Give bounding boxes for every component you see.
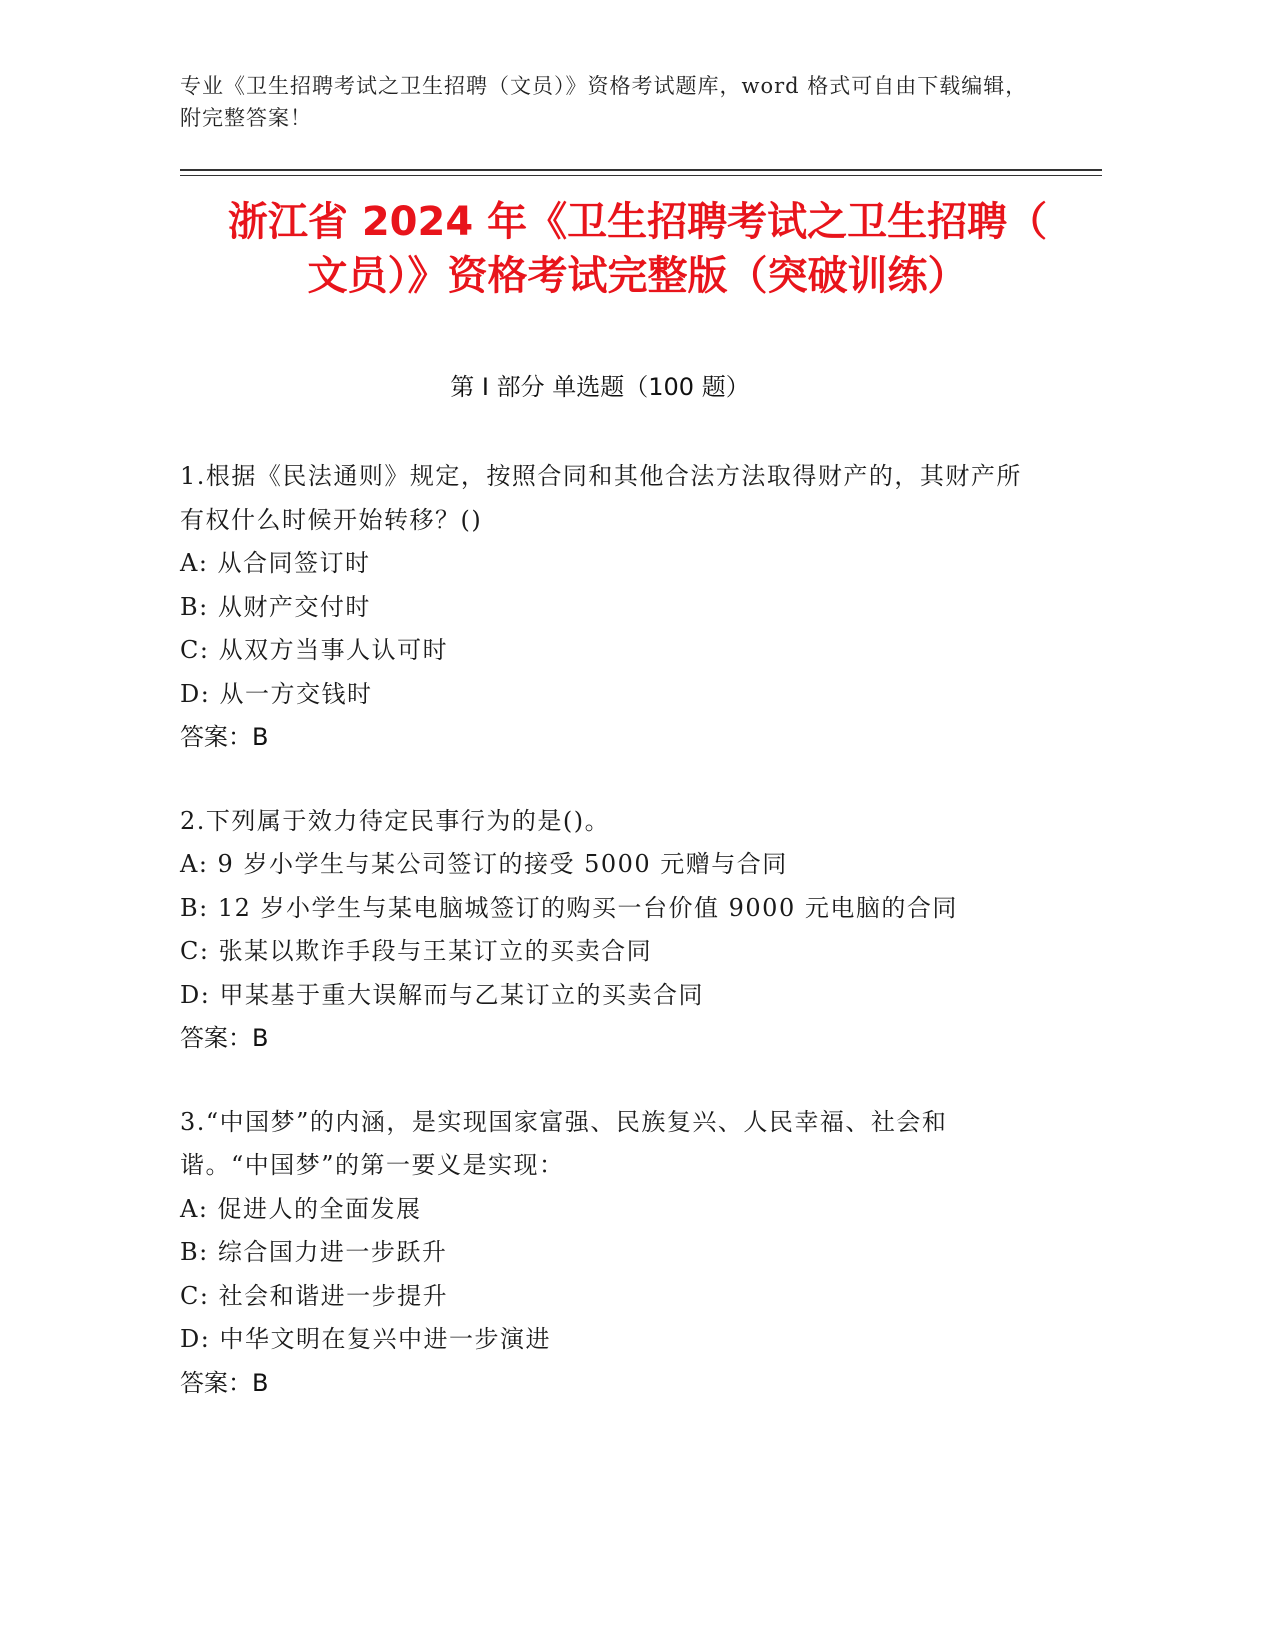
option-c: C: 从双方当事人认可时	[180, 636, 449, 664]
answer-line: 答案：B	[180, 1368, 269, 1397]
question-stem: 1.根据《民法通则》规定，按照合同和其他合法方法取得财产的，其财产所有权什么时候开始转移？()	[180, 462, 1022, 534]
header-divider-thin	[180, 175, 1102, 176]
option-a: A: 9 岁小学生与某公司签订的接受 5000 元赠与合同	[180, 850, 788, 878]
option-c: C: 社会和谐进一步提升	[180, 1281, 449, 1310]
option-d: D: 甲某基于重大误解而与乙某订立的买卖合同	[180, 980, 704, 1009]
question-2	[180, 800, 1030, 1061]
question-stem: 2.下列属于效力待定民事行为的是()。	[180, 806, 611, 835]
question-list	[180, 455, 1030, 1445]
section-heading: 第 I 部分 单选题（100 题）	[450, 373, 750, 401]
option-a: A: 促进人的全面发展	[180, 1194, 422, 1223]
answer-line: 答案：B	[180, 1024, 269, 1052]
question-stem: 3.“中国梦”的内涵，是实现国家富强、民族复兴、人民幸福、社会和谐。“中国梦”的第一要义是实现：	[180, 1107, 948, 1179]
option-d: D: 从一方交钱时	[180, 679, 373, 708]
header-note: 专业《卫生招聘考试之卫生招聘（文员）》资格考试题库，word 格式可自由下载编辑，附完整答案！	[180, 74, 1028, 130]
answer-line: 答案：B	[180, 723, 269, 751]
option-a: A: 从合同签订时	[180, 549, 371, 577]
header-divider-thick	[180, 169, 1102, 171]
question-3	[180, 1101, 1030, 1406]
document-title-line-1: 浙江省 2024 年《卫生招聘考试之卫生招聘（	[227, 199, 1048, 245]
option-d: D: 中华文明在复兴中进一步演进	[180, 1325, 551, 1353]
option-b: B: 从财产交付时	[180, 592, 371, 621]
option-b: B: 综合国力进一步跃升	[180, 1238, 448, 1266]
question-1	[180, 455, 1030, 760]
option-c: C: 张某以欺诈手段与王某订立的买卖合同	[180, 937, 653, 965]
document-title-line-2: 文员）》资格考试完整版（突破训练）	[307, 253, 968, 299]
document-title	[160, 195, 1115, 303]
option-b: B: 12 岁小学生与某电脑城签订的购买一台价值 9000 元电脑的合同	[180, 893, 958, 922]
